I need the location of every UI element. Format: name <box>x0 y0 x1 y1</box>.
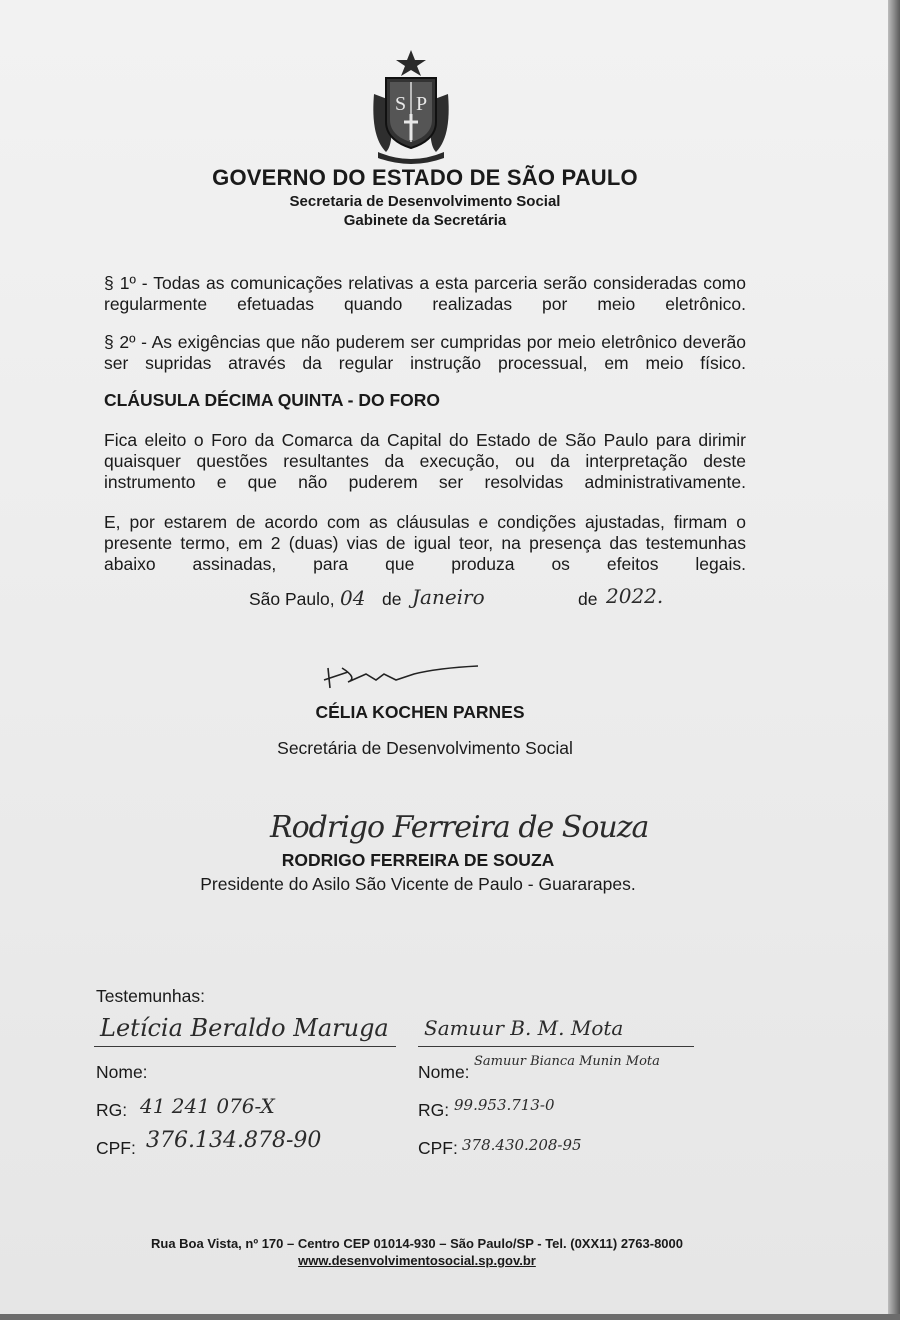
date-city: São Paulo, <box>249 589 335 609</box>
witness-right-name-handwritten: Samuur Bianca Munin Mota <box>474 1054 660 1069</box>
witness-right-cpf-label: CPF: <box>418 1138 458 1158</box>
witness-left-rg-handwritten: 41 241 076-X <box>140 1094 275 1118</box>
witness-right-signature: Samuur B. M. Mota <box>424 1016 624 1040</box>
paragraph-2: § 2º - As exigências que não puderem ser cumpridas por meio eletrônico deverão ser supridas através da regular instrução processual, em meio físico. <box>104 332 746 373</box>
cabinet-subtitle: Gabinete da Secretária <box>343 212 507 229</box>
date-month-handwritten: Janeiro <box>412 585 485 609</box>
footer-address: Rua Boa Vista, nº 170 – Centro CEP 01014-930 – São Paulo/SP - Tel. (0XX11) 2763-8000 <box>151 1236 683 1251</box>
second-signatory-name: RODRIGO FERREIRA DE SOUZA <box>281 850 555 870</box>
second-signatory-role: Presidente do Asilo São Vicente de Paulo - Guararapes. <box>200 874 636 894</box>
witness-right-cpf-handwritten: 378.430.208-95 <box>462 1136 582 1154</box>
paragraph-1: § 1º - Todas as comunicações relativas a esta parceria serão consideradas como regularmente efetuadas quando realizadas por meio eletrônico. <box>104 273 746 314</box>
crest-letter-p: P <box>415 93 428 115</box>
witness-left-cpf-label: CPF: <box>96 1138 136 1158</box>
rodrigo-signature-handwritten: Rodrigo Ferreira de Souza <box>270 810 649 845</box>
secretariat-subtitle: Secretaria de Desenvolvimento Social <box>289 193 561 210</box>
footer-website-link[interactable]: www.desenvolvimentosocial.sp.gov.br <box>298 1253 536 1268</box>
date-de-2: de <box>578 589 598 609</box>
first-signatory-name: CÉLIA KOCHEN PARNES <box>315 702 525 722</box>
paper-edge-right <box>888 0 900 1320</box>
witness-left-signature: Letícia Beraldo Maruga <box>100 1014 389 1042</box>
clause-title: CLÁUSULA DÉCIMA QUINTA - DO FORO <box>104 390 441 410</box>
witness-right-signature-line <box>418 1046 694 1047</box>
witness-left-name-label: Nome: <box>96 1062 148 1082</box>
witness-left-signature-line <box>94 1046 396 1047</box>
paper-edge-bottom <box>0 1314 900 1320</box>
sao-paulo-coat-of-arms-icon <box>364 48 458 164</box>
witness-right-name-label: Nome: <box>418 1062 470 1082</box>
date-year-handwritten: 2022. <box>606 584 664 608</box>
government-title: GOVERNO DO ESTADO DE SÃO PAULO <box>212 165 638 190</box>
witness-right-rg-label: RG: <box>418 1100 450 1120</box>
witness-left-cpf-handwritten: 376.134.878-90 <box>146 1128 322 1153</box>
paragraph-3: Fica eleito o Foro da Comarca da Capital do Estado de São Paulo para dirimir quaisquer questões resultantes da execução, ou da interpretação deste instrumento e que não puderem ser resolvidas administrativamente. <box>104 430 746 492</box>
date-de-1: de <box>382 589 402 609</box>
witness-left-rg-label: RG: <box>96 1100 128 1120</box>
witness-right-rg-handwritten: 99.953.713-0 <box>454 1096 555 1114</box>
first-signatory-role: Secretária de Desenvolvimento Social <box>277 738 573 758</box>
footer-website-row <box>0 1253 834 1268</box>
date-day-handwritten: 04 <box>340 586 366 610</box>
paragraph-4: E, por estarem de acordo com as cláusulas e condições ajustadas, firmam o presente termo, em 2 (duas) vias de igual teor, na presença das testemunhas abaixo assinadas, para que produza os efeitos legais. <box>104 512 746 574</box>
celia-signature-drawing <box>318 660 488 694</box>
witnesses-title: Testemunhas: <box>96 986 205 1006</box>
crest-letter-s: S <box>394 93 407 115</box>
